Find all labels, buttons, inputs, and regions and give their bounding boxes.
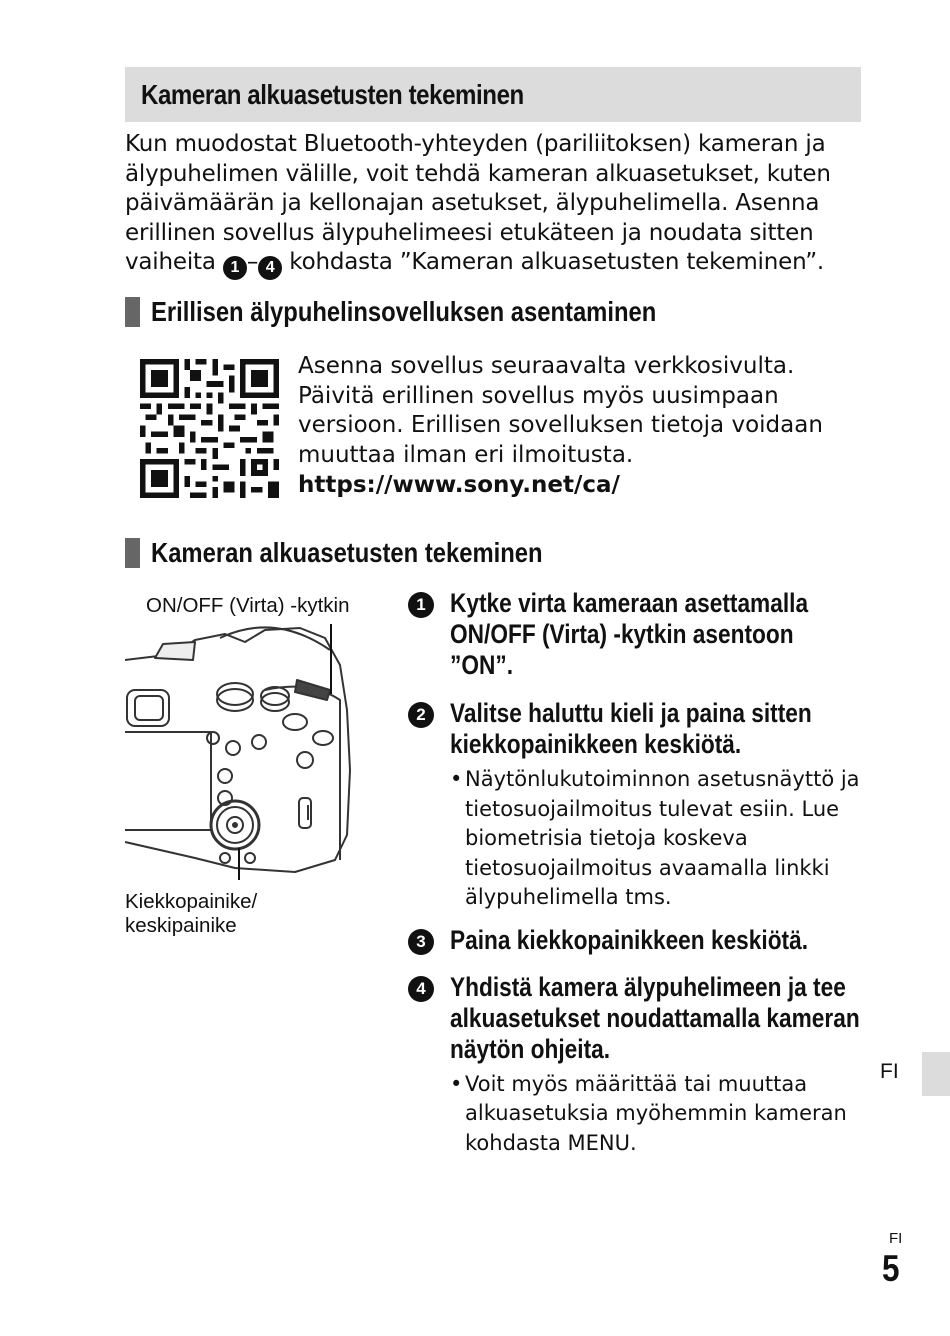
intro-text: Kun muodostat Bluetooth-yhteyden (pariliitoksen) kameran ja älypuhelimen välille, voit tehdä kameran alkuasetukset, kuten päivämäärän ja kellonajan asetukset, älypuhelimella. Asenna erillinen sovellus älypuhelimeesi etukäteen ja noudata sitten vaiheita bbox=[125, 131, 831, 275]
step-number-badge: 1 bbox=[408, 592, 434, 618]
page-title: Kameran alkuasetusten tekeminen bbox=[141, 78, 524, 110]
step-4 bbox=[408, 972, 863, 1159]
step-number-badge: 2 bbox=[408, 702, 434, 728]
control-wheel-label-line2: keskipainike bbox=[125, 914, 237, 937]
step-note-text: Näytönlukutoiminnon asetusnäyttö ja tietosuojailmoitus tulevat esiin. Lue biometrisia tietoja koskeva tietosuojailmoitus avaamalla linkki älypuhelimella tms. bbox=[465, 767, 860, 909]
control-wheel-label bbox=[125, 890, 257, 938]
page-number: 5 bbox=[882, 1248, 900, 1289]
setup-steps bbox=[408, 588, 863, 1158]
section-title: Erillisen älypuhelinsovelluksen asentaminen bbox=[151, 296, 657, 327]
app-install-description: Asenna sovellus seuraavalta verkkosivulta. Päivitä erillinen sovellus myös uusimpaan versioon. Erillisen sovelluksen tietoja voidaan muuttaa ilman eri ilmoitusta. bbox=[298, 353, 823, 469]
section-heading-setup bbox=[125, 538, 612, 568]
section-marker bbox=[125, 297, 140, 327]
step-title: Paina kiekkopainikkeen keskiötä. bbox=[450, 924, 809, 955]
control-wheel-label-line1: Kiekkopainike/ bbox=[125, 890, 258, 913]
step-note-text: Voit myös määrittää tai muuttaa alkuasetuksia myöhemmin kameran kohdasta MENU. bbox=[465, 1071, 847, 1155]
step-2 bbox=[408, 698, 863, 913]
language-side-tab bbox=[922, 1052, 950, 1096]
step-note bbox=[450, 1070, 863, 1159]
section-title: Kameran alkuasetusten tekeminen bbox=[151, 537, 543, 568]
footer-language: FI bbox=[889, 1230, 903, 1247]
power-switch-label: ON/OFF (Virta) -kytkin bbox=[146, 594, 350, 617]
step-number-badge: 4 bbox=[408, 976, 434, 1002]
step-title: Valitse haluttu kieli ja paina sitten kiekkopainikkeen keskiötä. bbox=[450, 698, 812, 759]
app-url-link[interactable]: https://www.sony.net/ca/ bbox=[298, 471, 620, 498]
camera-illustration bbox=[125, 620, 355, 880]
title-bar bbox=[125, 67, 861, 122]
bullet-point: • bbox=[450, 767, 463, 791]
step-number-badge: 1 bbox=[223, 256, 247, 280]
step-note bbox=[450, 765, 863, 913]
section-heading-app bbox=[125, 297, 745, 327]
language-tab-label: FI bbox=[880, 1060, 899, 1083]
step-title: Kytke virta kameraan asettamalla ON/OFF (Virta) -kytkin asentoon ”ON”. bbox=[450, 588, 809, 680]
intro-dash: – bbox=[246, 249, 259, 275]
intro-text-end: kohdasta ”Kameran alkuasetusten tekeminen”. bbox=[282, 249, 825, 275]
intro-paragraph bbox=[125, 130, 865, 280]
step-3 bbox=[408, 925, 863, 956]
section-marker bbox=[125, 538, 140, 568]
app-install-text bbox=[298, 352, 858, 501]
step-1 bbox=[408, 588, 863, 681]
step-number-badge: 4 bbox=[258, 256, 282, 280]
qr-code bbox=[140, 359, 279, 498]
step-number-badge: 3 bbox=[408, 929, 434, 955]
step-title: Yhdistä kamera älypuhelimeen ja tee alkuasetukset noudattamalla kameran näytön ohjeita. bbox=[450, 971, 860, 1064]
bullet-point: • bbox=[450, 1071, 463, 1096]
